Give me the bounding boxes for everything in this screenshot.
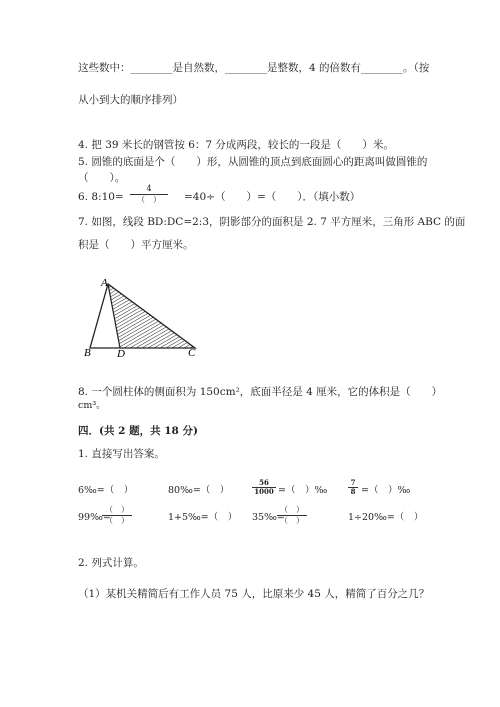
question-8-line2: cm³。 <box>78 400 106 411</box>
question-4: 4. 把 39 米长的钢管按 6：7 分成两段，较长的一段是（ ）米。 <box>78 139 394 151</box>
fraction-denominator: （ ） <box>105 516 129 525</box>
question-6-fraction <box>130 184 168 205</box>
question-6-suffix: =40÷（ ）=（ ）．（填小数） <box>184 191 361 203</box>
calc-7-over-8-fraction <box>348 479 358 496</box>
question-5-line2: （ ）。 <box>78 172 126 184</box>
question-8-line1: 8. 一个圆柱体的侧面积为 150cm²，底面半径是 4 厘米，它的体积是（ ） <box>78 386 443 398</box>
question-7-line2: 积是（ ）平方厘米。 <box>78 239 194 251</box>
fraction-numerator: 7 <box>350 478 356 487</box>
calc-80-permille: 80‰=（ ） <box>168 485 230 496</box>
calc-1-plus-5-permille: 1+5‰=（ ） <box>168 512 238 523</box>
label-b: B <box>84 347 91 359</box>
label-c: C <box>188 347 196 359</box>
question-6-prefix: 6. 8:10= <box>78 191 124 203</box>
section-4-title: 四．(共 2 题，共 18 分) <box>78 425 198 437</box>
label-a: A <box>101 277 108 289</box>
part-2-question-1: （1）某机关精简后有工作人员 75 人，比原来少 45 人，精简了百分之几？ <box>78 588 430 600</box>
fraction-numerator: （ ） <box>280 505 304 514</box>
fraction-numerator: 4 <box>146 184 152 193</box>
fraction-denominator: （ ） <box>280 516 304 525</box>
calc-35-permille-prefix: 35‰= <box>252 512 285 523</box>
part-2-title: 2. 列式计算。 <box>78 557 144 569</box>
calc-7-over-8-suffix: =（ ）‰ <box>361 485 411 496</box>
calc-35-permille-fraction <box>277 505 307 526</box>
calc-56-over-1000-suffix: =（ ）‰ <box>278 485 328 496</box>
fraction-denominator: （ ） <box>137 195 161 204</box>
fraction-numerator: （ ） <box>105 505 129 514</box>
calc-99-permille-fraction <box>102 505 132 526</box>
calc-56-over-1000-fraction <box>252 479 276 496</box>
calc-1-div-20-permille: 1÷20‰=（ ） <box>348 512 424 523</box>
fraction-denominator: 8 <box>350 487 356 496</box>
label-d: D <box>117 348 125 360</box>
question-3-line2: 从小到大的顺序排列） <box>78 94 183 106</box>
question-5-line1: 5. 圆锥的底面是个（ ）形，从圆锥的顶点到底面圆心的距离叫做圆锥的 <box>78 156 428 168</box>
question-7-line1: 7. 如图，线段 BD:DC=2:3，阴影部分的面积是 2. 7 平方厘米，三角形 ABC 的面 <box>78 216 466 228</box>
part-1-title: 1. 直接写出答案。 <box>78 448 165 460</box>
fraction-numerator: 56 <box>259 478 269 487</box>
fraction-denominator: 1000 <box>254 487 274 496</box>
triangle-figure <box>75 272 215 362</box>
calc-99-permille-prefix: 99‰= <box>78 512 111 523</box>
question-3-line1: 这些数中：________是自然数，________是整数，4 的倍数有________。（按 <box>78 62 430 74</box>
calc-6-permille: 6‰=（ ） <box>78 485 134 496</box>
